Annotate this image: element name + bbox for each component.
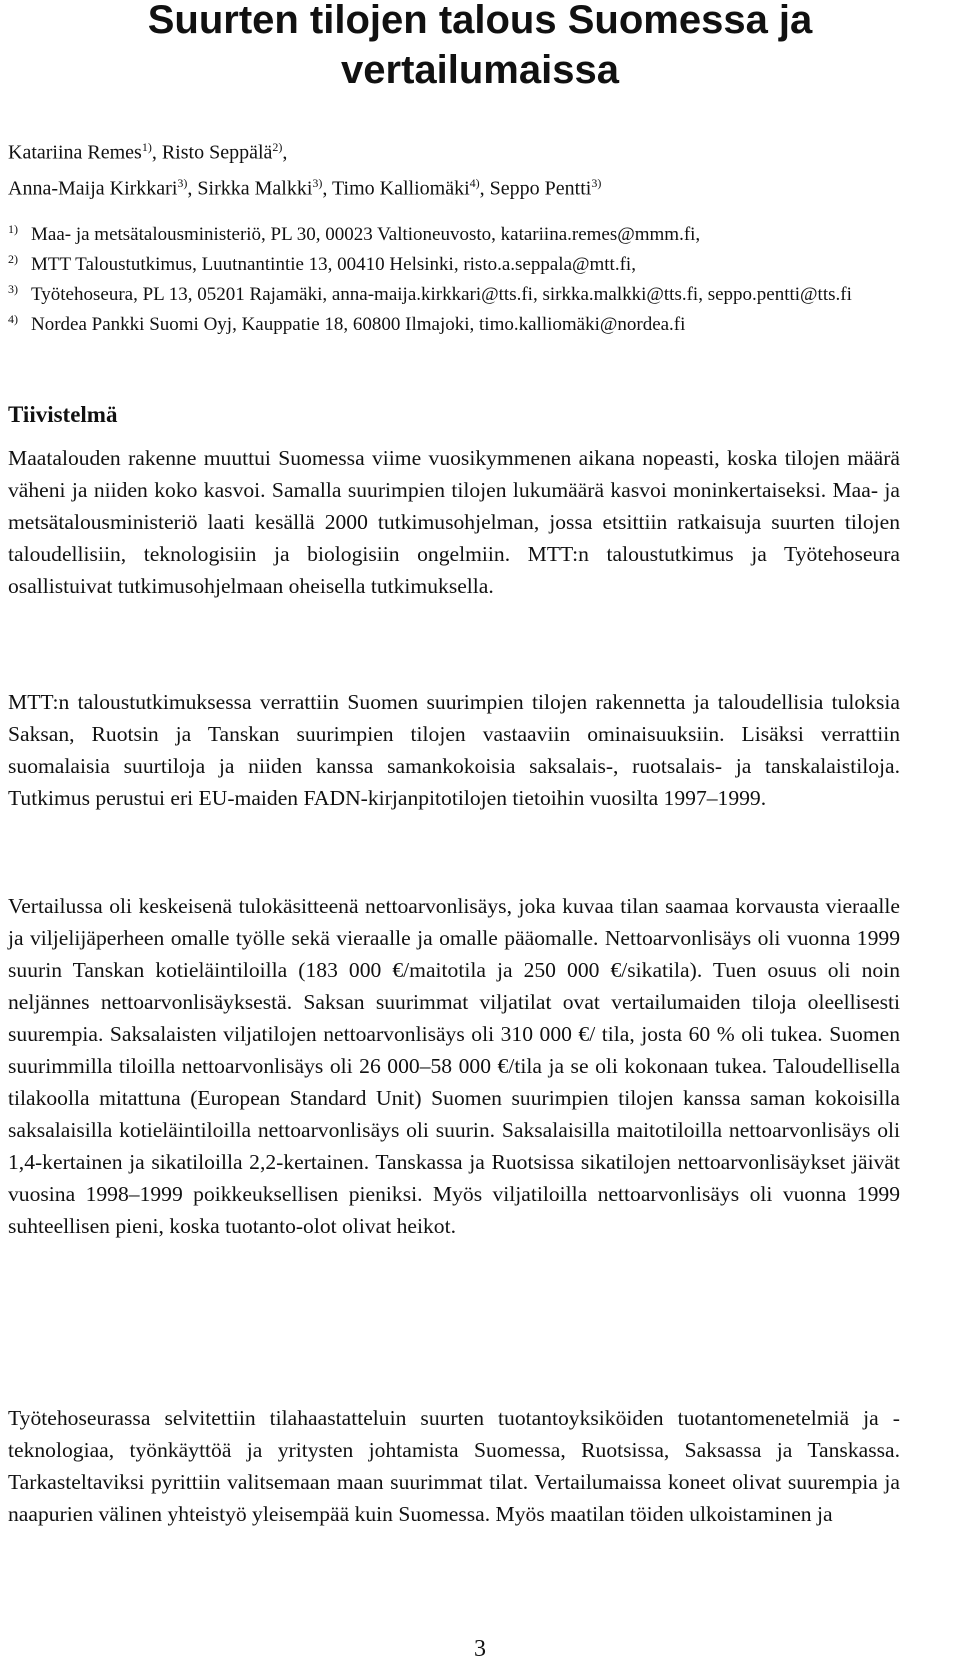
affiliation-list bbox=[8, 220, 908, 340]
author-mark: 1) bbox=[141, 140, 152, 154]
affiliation-item bbox=[8, 220, 908, 250]
affiliation-number: 4) bbox=[8, 312, 18, 326]
author-mark: 3) bbox=[591, 175, 602, 190]
affiliation-text: Nordea Pankki Suomi Oyj, Kauppatie 18, 60800 Ilmajoki, timo.kalliomäki@nordea.fi bbox=[31, 314, 686, 335]
abstract-paragraph: MTT:n taloustutkimuksessa verrattiin Suomen suurimpien tilojen rakennetta ja taloudellisia tuloksia Saksan, Ruotsin ja Tanskan suurimpien tilojen vastaaviin ominaisuuksiin. Lisäksi verrattiin suomalaisia suurtiloja ja niiden kanssa samankokoisia saksalais-, ruotsalais- ja tanskalaistiloja. Tutkimus perustui eri EU-maiden FADN-kirjanpitotilojen tietoihin vuosilta 1997–1999. bbox=[8, 690, 900, 810]
author-mark: 3) bbox=[312, 175, 323, 190]
affiliation-text: Maa- ja metsätalousministeriö, PL 30, 00023 Valtioneuvosto, katariina.remes@mmm.fi, bbox=[31, 224, 701, 245]
affiliation-text: Työtehoseura, PL 13, 05201 Rajamäki, anna-maija.kirkkari@tts.fi, sirkka.malkki@tts.fi, seppo.pentti@tts.fi bbox=[31, 284, 852, 305]
author-line: Katariina Remes$^{1)}$, Risto Seppälä$^{2)}$, bbox=[8, 140, 288, 164]
affiliation-item bbox=[8, 250, 908, 280]
title-line-1: Suurten tilojen talous Suomessa ja bbox=[147, 0, 813, 42]
affiliation-number: 3) bbox=[8, 282, 18, 296]
affiliation-number: 1) bbox=[8, 222, 18, 236]
page-number: 3 bbox=[474, 1636, 486, 1662]
author-name: Katariina Remes bbox=[8, 141, 142, 164]
author-name: Sirkka Malkki bbox=[197, 177, 313, 200]
author-mark: 4) bbox=[469, 175, 480, 190]
title-line-2: vertailumaissa bbox=[341, 48, 619, 92]
affiliation-text: MTT Taloustutkimus, Luutnantintie 13, 00410 Helsinki, risto.a.seppala@mtt.fi, bbox=[31, 254, 636, 275]
abstract-paragraph: Vertailussa oli keskeisenä tulokäsitteenä nettoarvonlisäys, joka kuvaa tilan saamaa korvausta vieraalle ja viljelijäperheen omalle työlle sekä vieraalle ja omalle pääomalle. Nettoarvonlisäys oli vuonna 1999 suurin Tanskan kotieläintiloilla (183 000 €/maitotila ja 250 000 €/sikatila). Tuen osuus oli noin neljännes nettoarvonlisäyksestä. Saksan suurimmat viljatilat ovat vertailumaiden tiloja oleellisesti suurempia. Saksalaisten viljatilojen nettoarvonlisäys oli 310 000 €/ tila, josta 60 % oli tukea. Suomen suurimmilla tiloilla nettoarvonlisäys oli 26 000–58 000 €/tila ja se oli kokonaan tukea. Taloudellisella tilakoolla mitattuna (European Standard Unit) Suomen suurimpien tilojen kanssa saman kokoisilla saksalaisilla kotieläintiloilla nettoarvonlisäys oli suurin. Saksalaisilla maitotiloilla nettoarvonlisäys oli 1,4-kertainen ja sikatiloilla 2,2-kertainen. Tanskassa ja Ruotsissa sikatilojen nettoarvonlisäykset jäivät vuosina 1998–1999 poikkeuksellisen pieniksi. Myös viljatiloilla nettoarvonlisäys oli vuonna 1999 suhteellisen pieni, koska tuotanto-olot olivat heikot. bbox=[8, 894, 900, 1238]
abstract-paragraph: Työtehoseurassa selvitettiin tilahaastatteluin suurten tuotantoyksiköiden tuotantomenetelmiä ja -teknologiaa, työnkäyttöä ja yritysten johtamista Suomessa, Ruotsissa, Saksassa ja Tanskassa. Tarkasteltaviksi pyrittiin valitsemaan maan suurimmat tilat. Vertailumaissa koneet olivat suurempia ja naapurien välinen yhteistyö yleisempää kuin Suomessa. Myös maatilan töiden ulkoistaminen ja bbox=[8, 1406, 900, 1526]
author-mark: 2) bbox=[272, 140, 283, 154]
author-name: Risto Seppälä bbox=[161, 141, 273, 164]
author-name: Timo Kalliomäki bbox=[332, 177, 470, 200]
author-mark: 3) bbox=[177, 175, 188, 190]
affiliation-item bbox=[8, 280, 908, 310]
affiliation-number: 2) bbox=[8, 252, 18, 266]
author-list bbox=[8, 132, 908, 203]
author-name: Seppo Pentti bbox=[489, 177, 592, 200]
abstract-heading: Tiivistelmä bbox=[8, 402, 118, 427]
abstract-paragraph: Maatalouden rakenne muuttui Suomessa viime vuosikymmenen aikana nopeasti, koska tilojen määrä väheni ja niiden koko kasvoi. Samalla suurimpien tilojen lukumäärä kasvoi moninkertaiseksi. Maa- ja metsätalousministeriö laati kesällä 2000 tutkimusohjelman, jossa etsittiin ratkaisuja suurten tilojen taloudellisiin, teknologisiin ja biologisiin ongelmiin. MTT:n taloustutkimus ja Työtehoseura osallistuivat tutkimusohjelmaan oheisella tutkimuksella. bbox=[8, 446, 900, 598]
author-name: Anna-Maija Kirkkari bbox=[8, 177, 178, 200]
affiliation-item bbox=[8, 310, 908, 340]
author-line: Anna-Maija Kirkkari$^{3)}$, Sirkka Malkki$^{3)}$, Timo Kalliomäki$^{4)}$, Seppo Pentti$^{3)}$ bbox=[8, 175, 602, 200]
